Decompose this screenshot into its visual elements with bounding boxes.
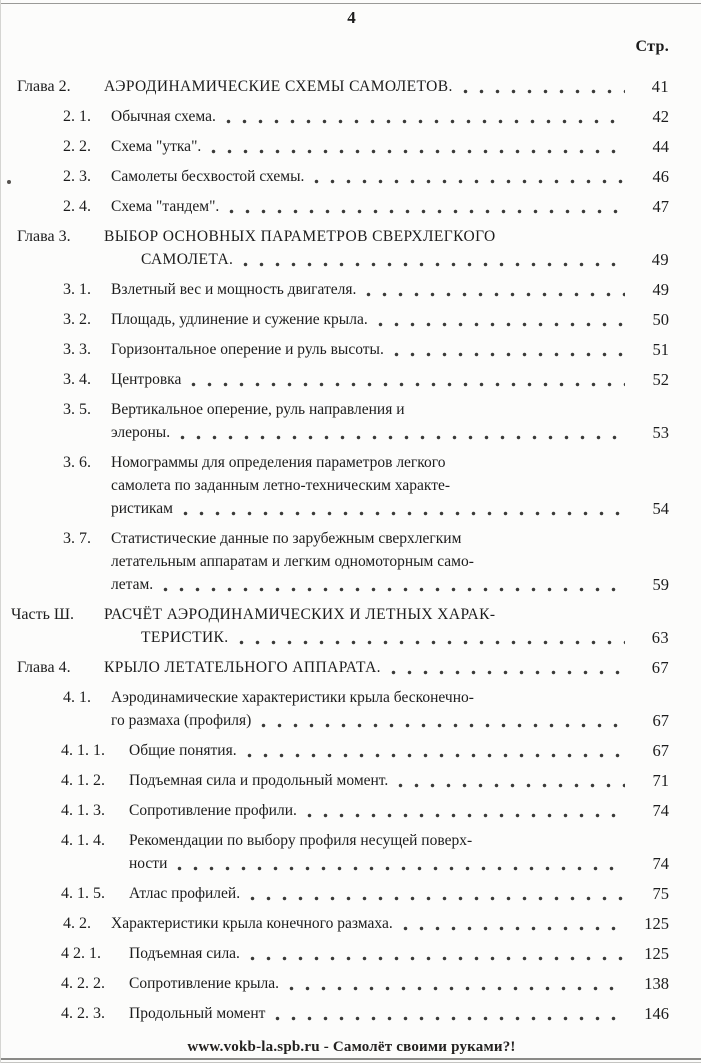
toc-entry-number: 4. 1. 4.	[61, 832, 105, 849]
toc-entry-title: РАСЧЁТ АЭРОДИНАМИЧЕСКИХ И ЛЕТНЫХ ХАРАК-	[104, 606, 496, 623]
toc-entry-page: 53	[652, 423, 669, 442]
watermark-footer: www.vokb-la.spb.ru - Самолёт своими руками?!	[187, 1039, 516, 1055]
toc-entry	[1, 799, 669, 822]
leader-dots	[366, 292, 625, 297]
toc-entry-page: 54	[652, 499, 669, 518]
toc-entry-number: 3. 6.	[63, 454, 91, 471]
toc-entry-number: 3. 2.	[63, 311, 91, 328]
toc-entry	[1, 368, 669, 391]
toc-entry-page: 46	[652, 167, 669, 186]
toc-entry-title-cont: самолета по заданным летно-техническим характе-	[111, 477, 451, 494]
toc-entry-number: 4 2. 1.	[61, 945, 101, 962]
leader-dots	[403, 926, 625, 931]
toc-entry	[1, 942, 669, 965]
leader-dots	[289, 986, 625, 991]
toc-entry-number: 4. 1. 1.	[61, 742, 105, 759]
toc-entry-title: Сопротивление крыла.	[129, 975, 280, 992]
page-column-header: Стр.	[635, 38, 669, 55]
toc-entry	[1, 338, 669, 361]
toc-entry	[1, 75, 669, 98]
toc-entry-title: Схема "тандем".	[111, 198, 220, 215]
toc-entry	[1, 135, 669, 158]
toc-entry-title: Рекомендации по выбору профиля несущей поверх-	[129, 832, 473, 849]
toc-entry-title: Статистические данные по зарубежным сверхлегким	[111, 530, 462, 547]
toc-entry-title: КРЫЛО ЛЕТАТЕЛЬНОГО АППАРАТА.	[104, 659, 381, 676]
toc-entry-page: 146	[644, 1004, 669, 1023]
toc-entry-page: 42	[652, 107, 669, 126]
toc-entry-title: Подъемная сила.	[129, 945, 240, 962]
toc-entry-title: Самолеты бесхвостой схемы.	[111, 168, 305, 185]
leader-dots	[250, 896, 625, 901]
toc-entry-title-cont: САМОЛЕТА.	[141, 251, 234, 268]
toc-entry-page: 59	[652, 575, 669, 594]
toc-entry	[1, 105, 669, 128]
toc-entry-title: Вертикальное оперение, руль направления и	[111, 401, 405, 418]
toc-entry	[1, 656, 669, 679]
leader-dots	[261, 723, 625, 728]
toc-entry	[1, 769, 669, 792]
toc-entry-page: 67	[651, 658, 669, 677]
toc-entry-number: 2. 1.	[63, 108, 91, 125]
toc-entry-title: Центровка	[111, 371, 182, 388]
toc-entry-number: 2. 3.	[63, 168, 91, 185]
leader-dots	[314, 179, 625, 184]
toc-entry	[1, 165, 669, 188]
toc-entry-title: Схема "утка".	[111, 138, 202, 155]
toc-entry-page: 125	[644, 914, 669, 933]
toc-entry-number: Глава 4.	[17, 659, 71, 676]
toc-entry-page: 49	[651, 250, 669, 269]
toc-entry-page: 75	[652, 884, 669, 903]
toc-entry	[1, 451, 669, 520]
toc-entry-title-cont: го размаха (профиля)	[111, 712, 252, 729]
toc-entry-title: Продольный момент	[129, 1005, 266, 1022]
toc-entry-number: 4. 2. 3.	[61, 1005, 105, 1022]
toc-entry-number: 4. 2. 2.	[61, 975, 105, 992]
toc-entry-title-cont: летательным аппаратам и легким одномоторным само-	[111, 553, 474, 570]
toc-entry-title: Атлас профилей.	[129, 885, 241, 902]
toc-entry	[1, 882, 669, 905]
leader-dots	[275, 1016, 625, 1021]
toc-entry-title: Обычная схема.	[111, 108, 216, 125]
toc-entry-title-cont: ТЕРИСТИК.	[141, 629, 229, 646]
toc-entry	[1, 398, 669, 444]
toc-entry-number: 3. 4.	[63, 371, 91, 388]
toc-entry-title: Взлетный вес и мощность двигателя.	[111, 281, 357, 298]
toc-entry-page: 125	[644, 944, 669, 963]
toc-entry-title: Номограммы для определения параметров легкого	[111, 454, 446, 471]
toc-entry-page: 52	[652, 370, 669, 389]
toc-entry	[1, 972, 669, 995]
toc-entry-number: 3. 7.	[63, 530, 91, 547]
toc-entry-number: 2. 2.	[63, 138, 91, 155]
leader-dots	[229, 209, 625, 214]
toc-entry	[1, 278, 669, 301]
bottom-rule	[1, 1058, 701, 1060]
leader-dots	[239, 640, 625, 645]
toc-entry-page: 67	[652, 711, 669, 730]
toc-entry-page: 74	[652, 854, 669, 873]
toc-entry-title: Горизонтальное оперение и руль высоты.	[111, 341, 384, 358]
toc-entry-page: 71	[652, 771, 669, 790]
toc-entry-page: 49	[652, 280, 669, 299]
toc-entry-number: 4. 1.	[63, 689, 91, 706]
leader-dots	[180, 435, 625, 440]
toc-entry	[1, 1002, 669, 1025]
toc-entry	[1, 739, 669, 762]
toc-entry-number: 3. 5.	[63, 401, 91, 418]
toc-entry-title: Подъемная сила и продольный момент.	[129, 772, 389, 789]
toc-entry-title-cont: ности	[129, 855, 168, 872]
leader-dots	[250, 956, 625, 961]
toc-entry-number: 2. 4.	[63, 198, 91, 215]
toc-entry-number: 4. 2.	[63, 915, 91, 932]
toc-entry-number: 4. 1. 5.	[61, 885, 105, 902]
toc-entry-page: 63	[651, 628, 669, 647]
toc-entry-number: Часть Ш.	[11, 606, 75, 623]
toc-entry-page: 50	[652, 310, 669, 329]
table-of-contents	[1, 75, 701, 1032]
leader-dots	[226, 119, 625, 124]
toc-entry	[1, 308, 669, 331]
leader-dots	[463, 89, 625, 94]
page-number: 4	[347, 8, 356, 27]
toc-entry-title: Площадь, удлинение и сужение крыла.	[111, 311, 368, 328]
toc-entry-title: Общие понятия.	[129, 742, 237, 759]
toc-entry-title: Сопротивление профили.	[129, 802, 297, 819]
leader-dots	[163, 587, 625, 592]
toc-entry-title-cont: ристикам	[111, 500, 173, 517]
toc-entry	[1, 225, 669, 271]
toc-entry-number: Глава 3.	[17, 228, 71, 245]
toc-entry-page: 67	[652, 741, 669, 760]
toc-entry-page: 138	[644, 974, 669, 993]
toc-entry-number: 3. 3.	[63, 341, 91, 358]
toc-entry-page: 41	[651, 77, 669, 96]
leader-dots	[191, 382, 625, 387]
toc-entry-number: 4. 1. 2.	[61, 772, 105, 789]
toc-entry	[1, 686, 669, 732]
toc-entry-number: 3. 1.	[63, 281, 91, 298]
toc-entry-page: 74	[652, 801, 669, 820]
toc-entry-page: 47	[652, 197, 669, 216]
leader-dots	[247, 753, 625, 758]
toc-entry-page: 51	[652, 340, 669, 359]
toc-entry-title: Аэродинамические характеристики крыла бесконечно-	[111, 689, 474, 706]
leader-dots	[394, 352, 625, 357]
toc-entry	[1, 195, 669, 218]
leader-dots	[211, 149, 625, 154]
toc-entry-number: Глава 2.	[17, 78, 71, 95]
toc-entry-page: 44	[652, 137, 669, 156]
toc-entry	[1, 527, 669, 596]
toc-entry	[1, 603, 669, 649]
toc-entry-title-cont: элероны.	[111, 424, 171, 441]
leader-dots	[243, 262, 625, 267]
toc-entry-title: Характеристики крыла конечного размаха.	[111, 915, 393, 932]
leader-dots	[183, 511, 625, 516]
toc-entry-title: ВЫБОР ОСНОВНЫХ ПАРАМЕТРОВ СВЕРХЛЕГКОГО	[104, 228, 496, 245]
leader-dots	[307, 813, 625, 818]
leader-dots	[391, 670, 625, 675]
leader-dots	[398, 783, 625, 788]
leader-dots	[177, 866, 625, 871]
toc-entry	[1, 829, 669, 875]
toc-entry-title-cont: летам.	[111, 576, 154, 593]
toc-entry-number: 4. 1. 3.	[61, 802, 105, 819]
leader-dots	[378, 322, 625, 327]
toc-entry	[1, 912, 669, 935]
top-rule	[1, 3, 701, 4]
toc-entry-title: АЭРОДИНАМИЧЕСКИЕ СХЕМЫ САМОЛЕТОВ.	[104, 78, 453, 95]
